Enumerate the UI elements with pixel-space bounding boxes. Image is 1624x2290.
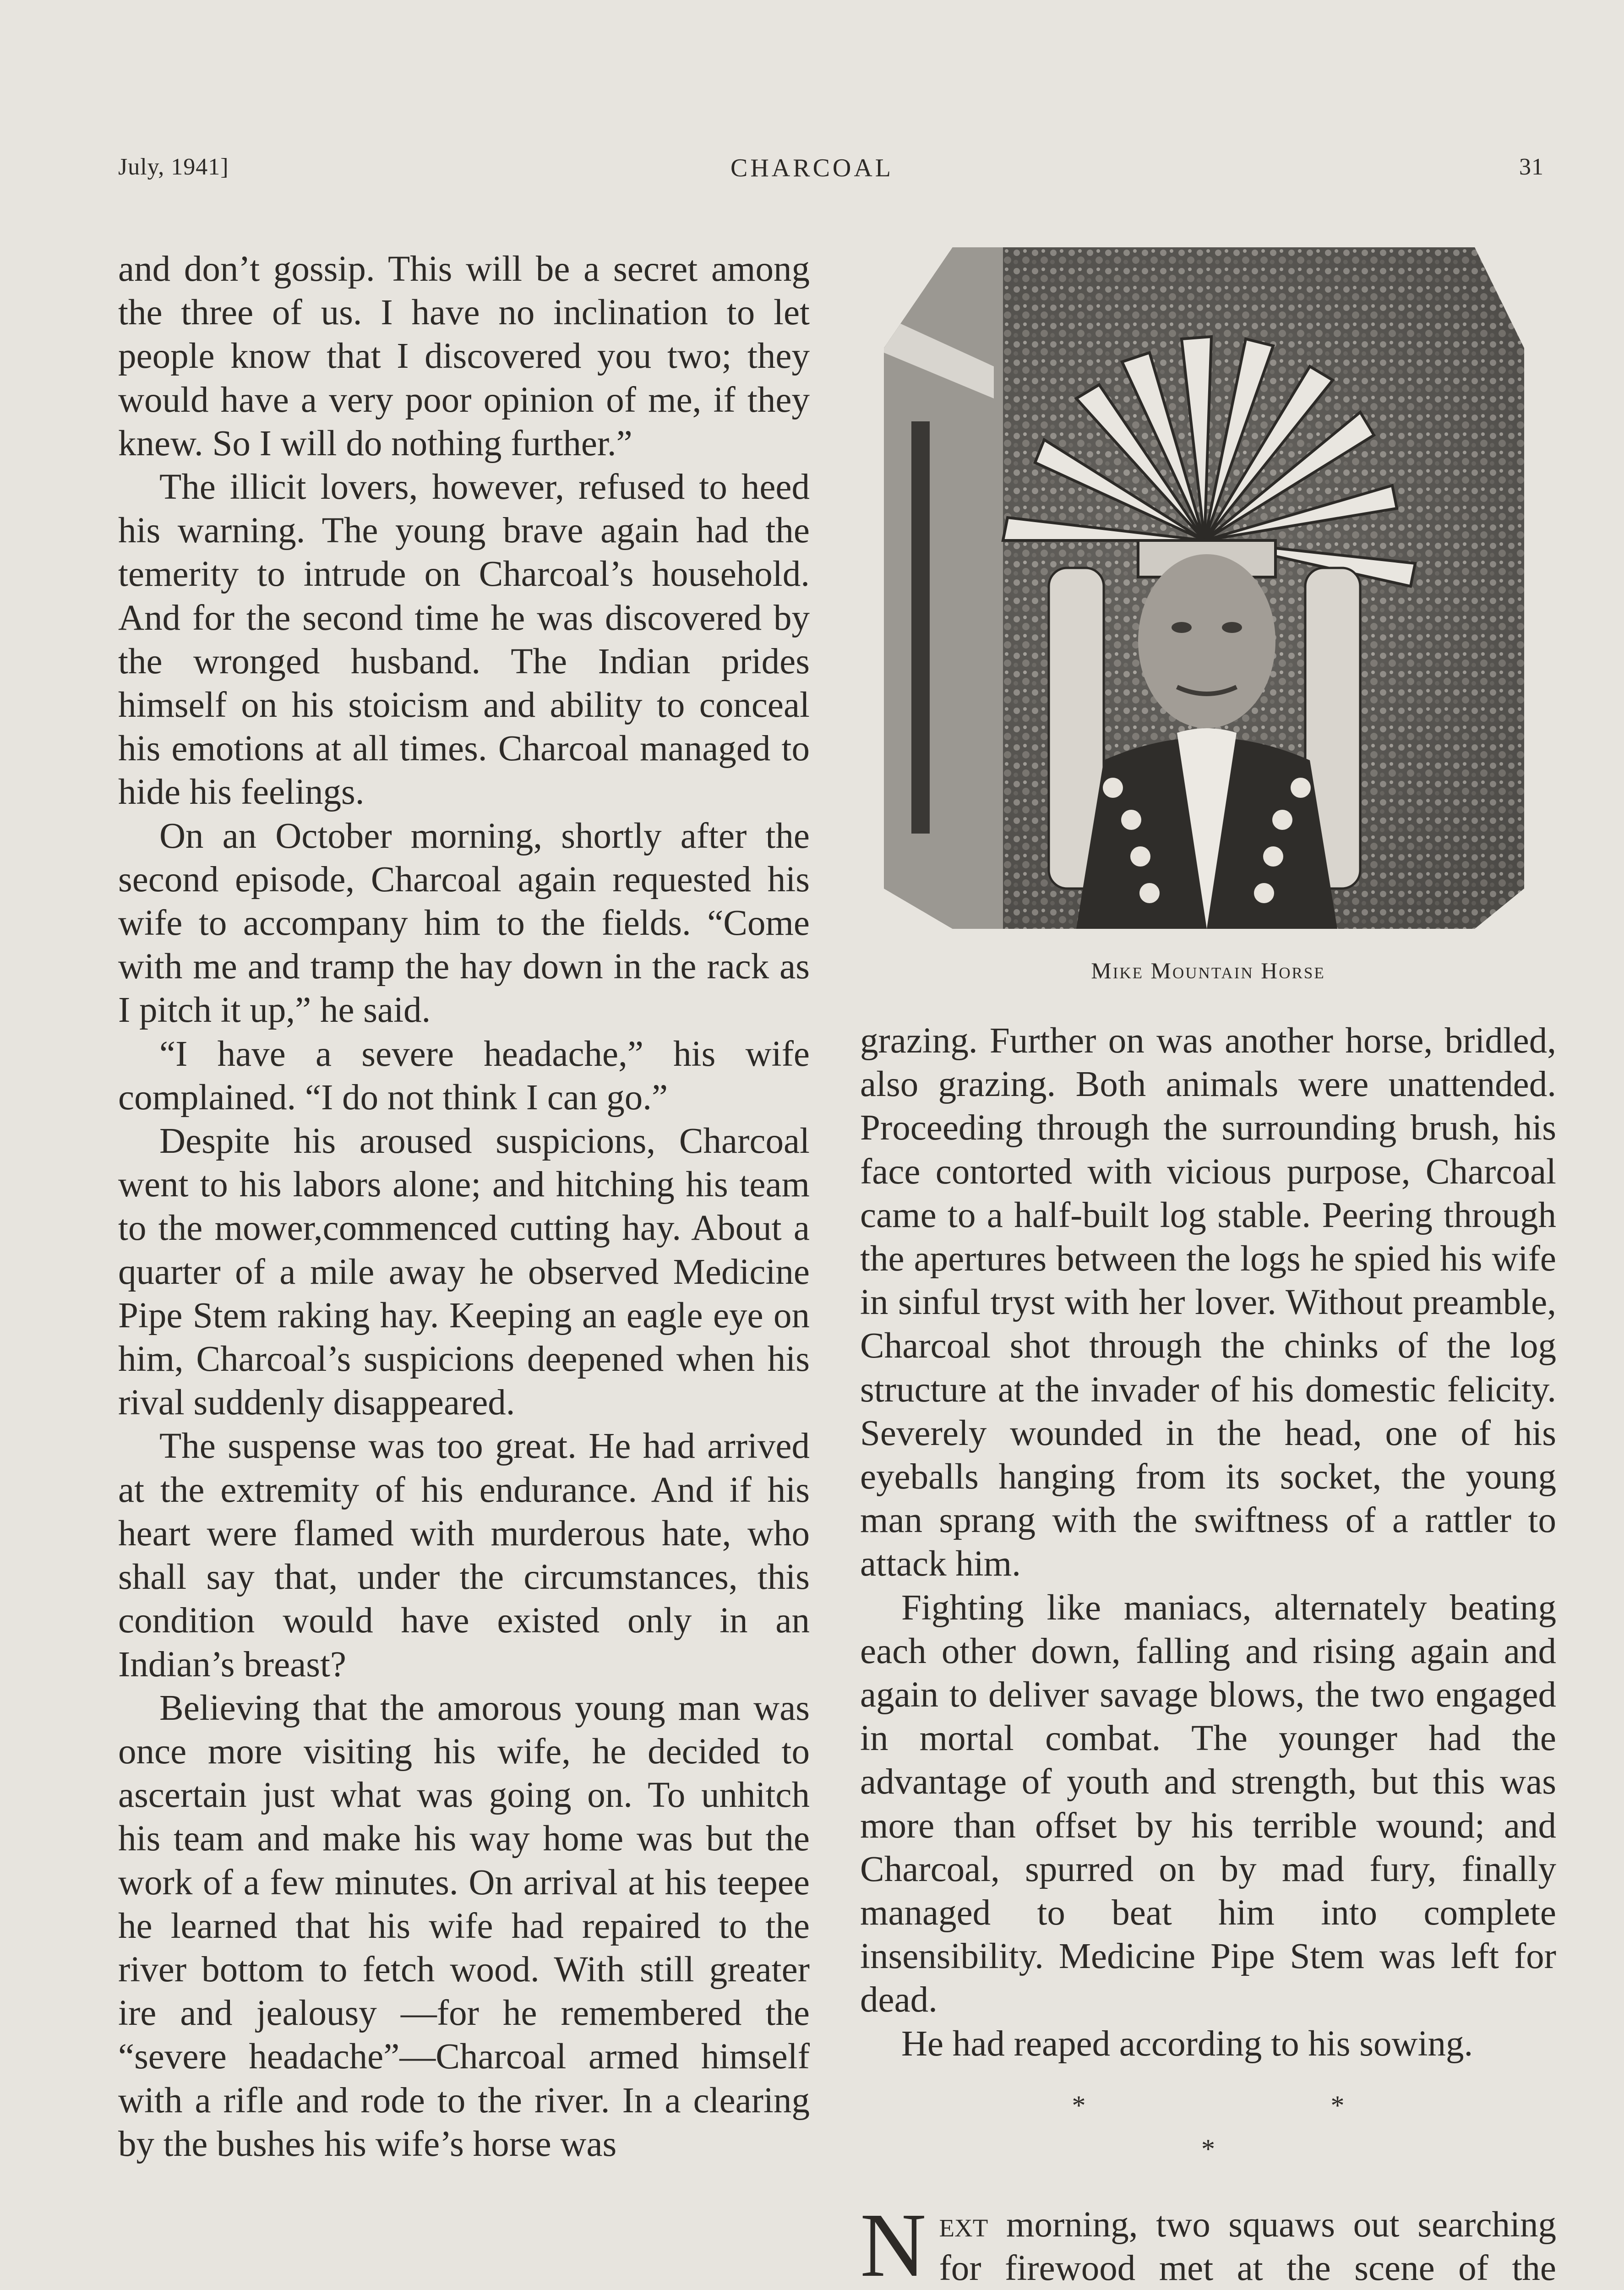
paragraph-text: morning, two squaws out searching for firewood met at the scene of the xyxy=(939,2205,1556,2289)
paragraph: The illicit lovers, however, refused to heed his warning. The young brave again had the temerity to intrude on Charcoal’s household. And for the second time he was discovered by the wronged husband. The Indian prides himself on his stoicism and ability to conceal his emotions at all times. Charcoal managed to hide his feelings. xyxy=(118,467,810,812)
paragraph-final xyxy=(860,2195,1556,2290)
paragraph: The suspense was too great. He had arrived at the extremity of his endurance. And if his heart were flamed with murderous hate, who shall say that, under the circumstances, this condition would have existed only in an Indian’s breast? xyxy=(118,1426,810,1685)
paragraph: Believing that the amorous young man was once more visiting his wife, he decided to ascertain just what was going on. To unhitch his team and make his way home was but the work of a few minutes. On arrival at his teepee he learned that his wife had repaired to the river bottom to fetch wood. With still greater ire and jealousy —for he remembered the “severe headache”—Charcoal armed himself with a rifle and rode to the river. In a clearing by the bushes his wife’s horse was xyxy=(118,1688,810,2164)
running-title: CHARCOAL xyxy=(730,154,894,182)
paragraph: He had reaped according to his sowing. xyxy=(901,2023,1473,2064)
photo-caption: Mike Mountain Horse xyxy=(1091,958,1325,983)
page-header xyxy=(0,153,1624,199)
paragraph: Despite his aroused suspicions, Charcoal went to his labors alone; and hitching his team to the mower,commenced cutting hay. About a quarter of a mile away he observed Medicine Pipe Stem raking hay. Keeping an eagle eye on him, Charcoal’s suspicions deepened when his rival suddenly disappeared. xyxy=(118,1121,810,1423)
right-column xyxy=(860,1019,1556,2290)
issue-date: July, 1941] xyxy=(118,154,229,180)
page-number: 31 xyxy=(1519,154,1544,180)
paragraph: Fighting like maniacs, alternately beating each other down, falling and rising again and again to deliver savage blows, the two engaged in mortal combat. The younger had the advantage of youth and strength, but this was more than offset by his terrible wound; and Charcoal, spurred on by mad fury, finally managed to beat him into complete insensibility. Medicine Pipe Stem was left for dead. xyxy=(860,1587,1556,2020)
left-column xyxy=(118,247,810,2166)
drop-cap: N xyxy=(860,2195,926,2290)
paragraph: and don’t gossip. This will be a secret among the three of us. I have no inclination to let people know that I discovered you two; they would have a very poor opinion of me, if they knew. So I will do nothing further.” xyxy=(118,249,810,463)
paragraph: grazing. Further on was another horse, bridled, also grazing. Both animals were unattended. Proceeding through the surrounding brush, his face contorted with vicious purpose, Charcoal came to a half-built log stable. Peering through the apertures between the logs he spied his wife in sinful tryst with her lover. Without preamble, Charcoal shot through the chinks of the log structure at the invader of his domestic felicity. Severely wounded in the head, one of his eyeballs hanging from its socket, the young man sprang with the swiftness of a rattler to attack him. xyxy=(860,1021,1556,1584)
paragraph: On an October morning, shortly after the second episode, Charcoal again requested his wife to accompany him to the fields. “Come with me and tramp the hay down in the rack as I pitch it up,” he said. xyxy=(118,816,810,1030)
portrait-photo xyxy=(884,247,1524,929)
small-caps-lead: ext xyxy=(939,2205,988,2245)
section-separator: * * * xyxy=(1072,2090,1464,2165)
paragraph: “I have a severe headache,” his wife complained. “I do not think I can go.” xyxy=(118,1034,810,1118)
portrait-image xyxy=(884,247,1524,929)
